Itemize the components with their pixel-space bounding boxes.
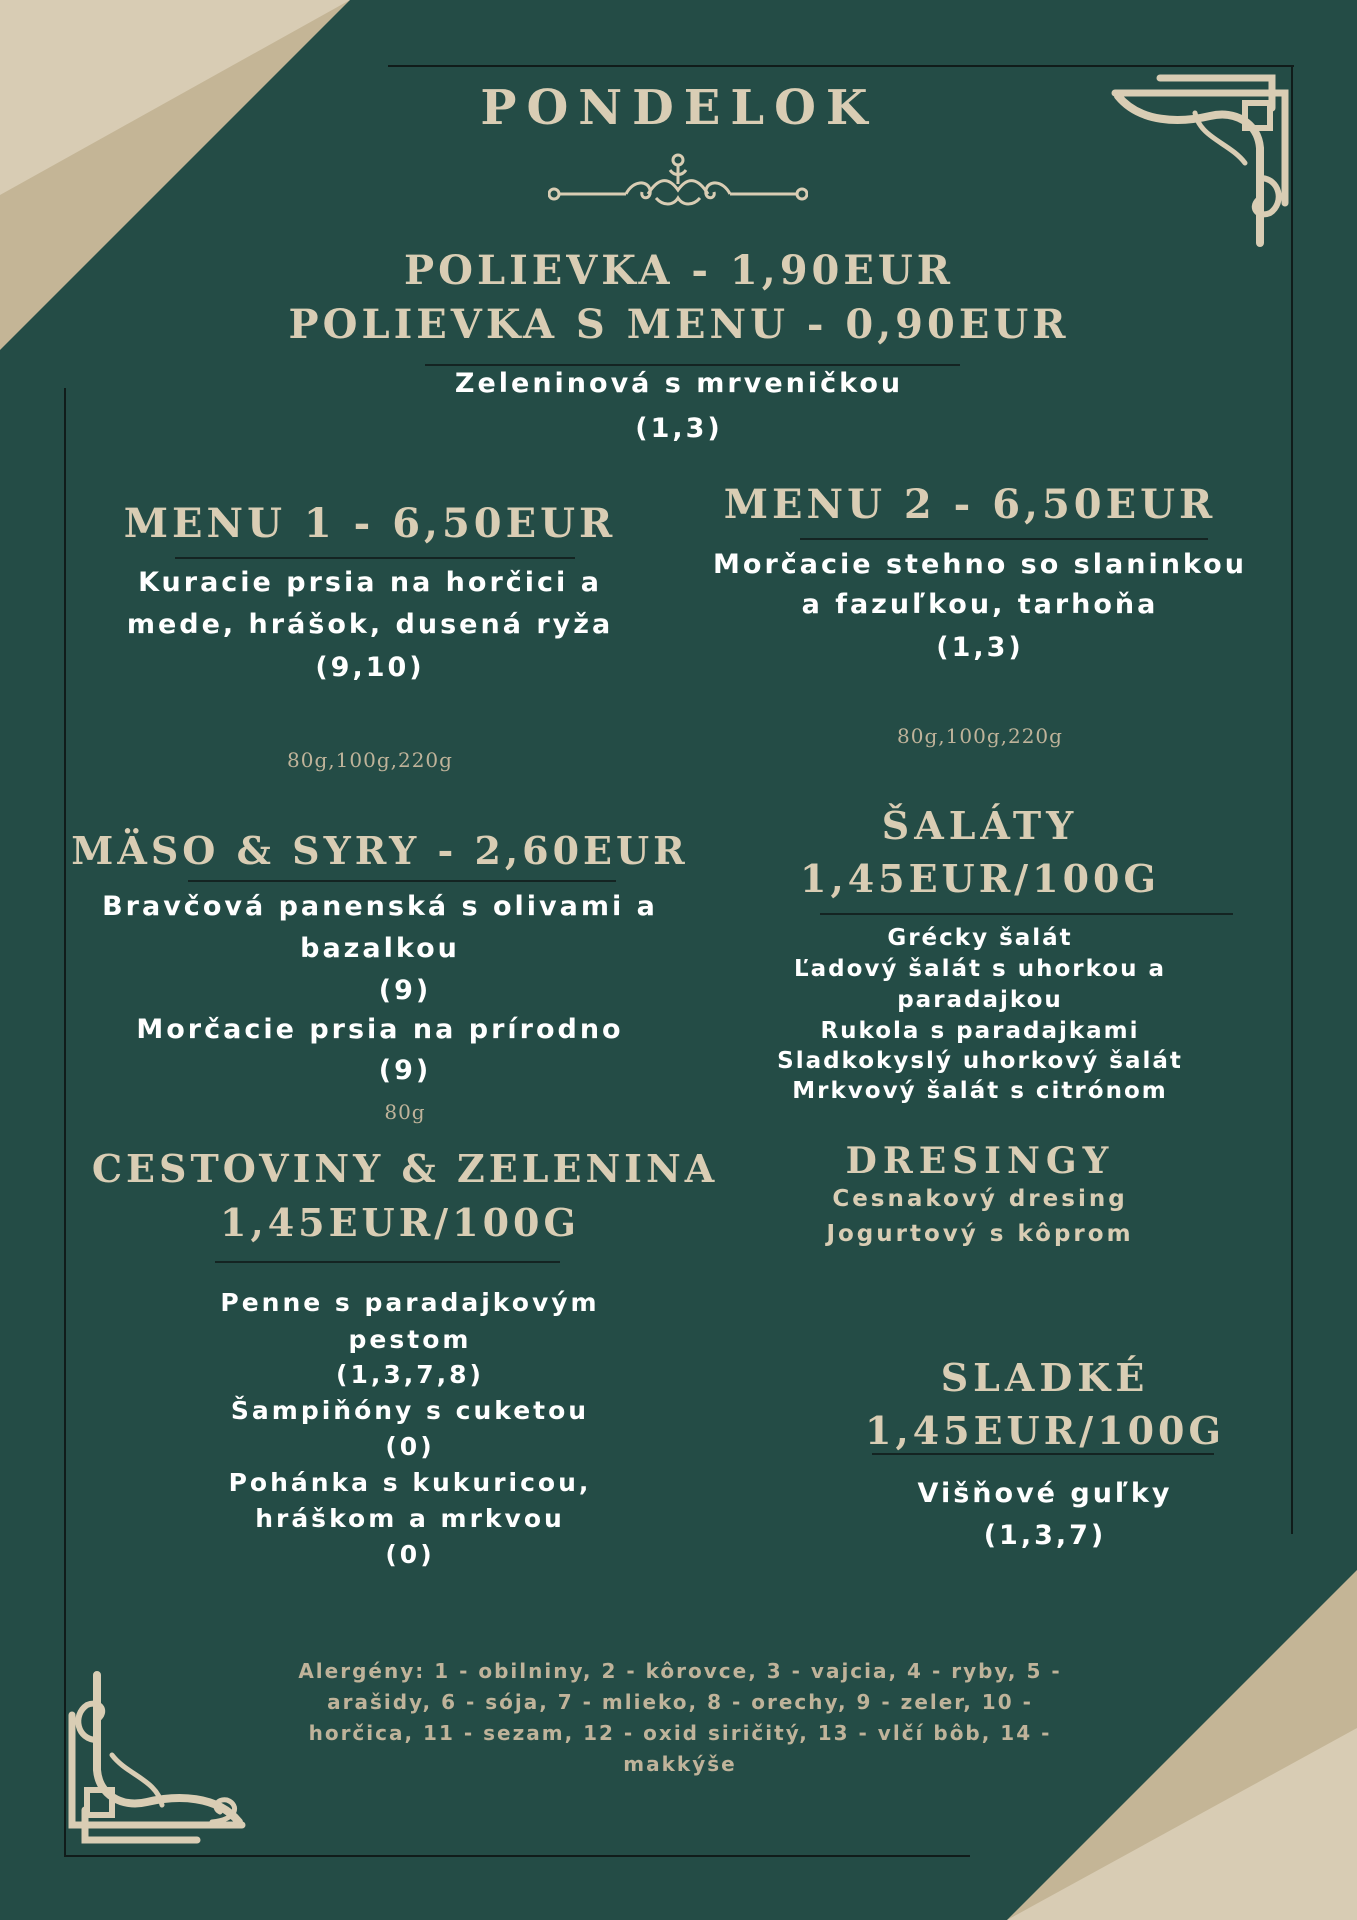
meat-item2: Morčacie prsia na prírodno: [136, 1014, 624, 1045]
pasta-title: CESTOVINY & ZELENINA: [91, 1146, 719, 1191]
salads-item: Sladkokyslý uhorkový šalát: [777, 1048, 1183, 1074]
salads-item: Grécky šalát: [887, 925, 1073, 951]
allergen-legend-line: horčica, 11 - sezam, 12 - oxid siričitý, 13 - vlčí bôb, 14 -: [308, 1721, 1052, 1745]
pasta-line: (0): [385, 1432, 435, 1461]
pasta-line: Pohánka s kukuricou,: [228, 1468, 592, 1497]
menu1-dish-line1: Kuracie prsia na horčici a: [138, 567, 602, 598]
allergen-legend: [200, 1656, 1160, 1780]
dressings-item: Cesnakový dresing: [832, 1186, 1128, 1212]
frame-bottom-line: [64, 1855, 970, 1857]
ornament-corner-top-right-icon: [1110, 68, 1295, 248]
pasta-price: 1,45EUR/100G: [220, 1200, 580, 1245]
pasta-line: (0): [385, 1540, 435, 1569]
dressings-item: Jogurtový s kôprom: [826, 1221, 1134, 1247]
meat-title: MÄSO & SYRY - 2,60EUR: [71, 828, 689, 873]
pasta-line: hráškom a mrkvou: [255, 1504, 565, 1533]
menu1-allergens: (9,10): [315, 652, 425, 683]
salads-item: Mrkvový šalát s citrónom: [792, 1078, 1168, 1104]
menu2-dish-line2: a fazuľkou, tarhoňa: [801, 589, 1159, 620]
menu2-allergens: (1,3): [936, 632, 1024, 663]
ornament-divider-icon: [548, 150, 808, 210]
menu2-dish-line1: Morčacie stehno so slaninkou: [713, 549, 1247, 580]
meat-weight: 80g: [384, 1100, 426, 1124]
pasta-line: pestom: [348, 1325, 472, 1354]
menu1-weight: 80g,100g,220g: [287, 748, 453, 772]
meat-item1-allergens: (9): [378, 975, 432, 1006]
salads-divider: [820, 913, 1233, 915]
sweet-price: 1,45EUR/100G: [865, 1408, 1225, 1453]
soup-divider: [425, 364, 960, 366]
soup-price: POLIEVKA - 1,90EUR: [404, 247, 954, 294]
frame-top-line: [388, 65, 1294, 67]
pasta-line: (1,3,7,8): [336, 1360, 484, 1389]
soup-allergens: (1,3): [635, 413, 723, 444]
dressings-title: DRESINGY: [845, 1140, 1115, 1182]
menu2-title: MENU 2 - 6,50EUR: [723, 481, 1217, 528]
menu2-divider: [800, 538, 1208, 540]
meat-divider: [188, 880, 616, 882]
pasta-divider: [215, 1261, 560, 1263]
allergen-legend-line: Alergény: 1 - obilniny, 2 - kôrovce, 3 - vajcia, 4 - ryby, 5 -: [298, 1659, 1062, 1683]
menu1-title: MENU 1 - 6,50EUR: [123, 500, 617, 547]
meat-item1-line2: bazalkou: [300, 933, 460, 964]
soup-menu-price: POLIEVKA S MENU - 0,90EUR: [288, 301, 1070, 348]
menu1-divider: [175, 557, 575, 559]
frame-right-line: [1291, 66, 1293, 1534]
allergen-legend-line: makkýše: [623, 1752, 737, 1776]
meat-item1-line1: Bravčová panenská s olivami a: [102, 891, 658, 922]
pasta-line: Penne s paradajkovým: [220, 1288, 600, 1317]
sweet-name: Višňové guľky: [917, 1478, 1173, 1509]
soup-name: Zeleninová s mrveničkou: [454, 368, 904, 399]
salads-item: Ľadový šalát s uhorkou a: [793, 956, 1167, 982]
salads-item: paradajkou: [897, 987, 1063, 1013]
sweet-divider: [872, 1453, 1214, 1455]
menu2-weight: 80g,100g,220g: [897, 724, 1063, 748]
salads-title: ŠALÁTY: [881, 803, 1079, 848]
meat-item2-allergens: (9): [378, 1055, 432, 1086]
sweet-allergens: (1,3,7): [983, 1520, 1107, 1551]
pasta-line: Šampiňóny s cuketou: [230, 1396, 590, 1425]
frame-left-line: [64, 388, 66, 1856]
salads-item: Rukola s paradajkami: [820, 1018, 1140, 1044]
page-title: PONDELOK: [480, 80, 878, 136]
allergen-legend-line: arašidy, 6 - sója, 7 - mlieko, 8 - orechy, 9 - zeler, 10 -: [327, 1690, 1033, 1714]
sweet-title: SLADKÉ: [940, 1355, 1150, 1400]
salads-price: 1,45EUR/100G: [800, 856, 1160, 901]
menu1-dish-line2: mede, hrášok, dusená ryža: [126, 609, 614, 640]
